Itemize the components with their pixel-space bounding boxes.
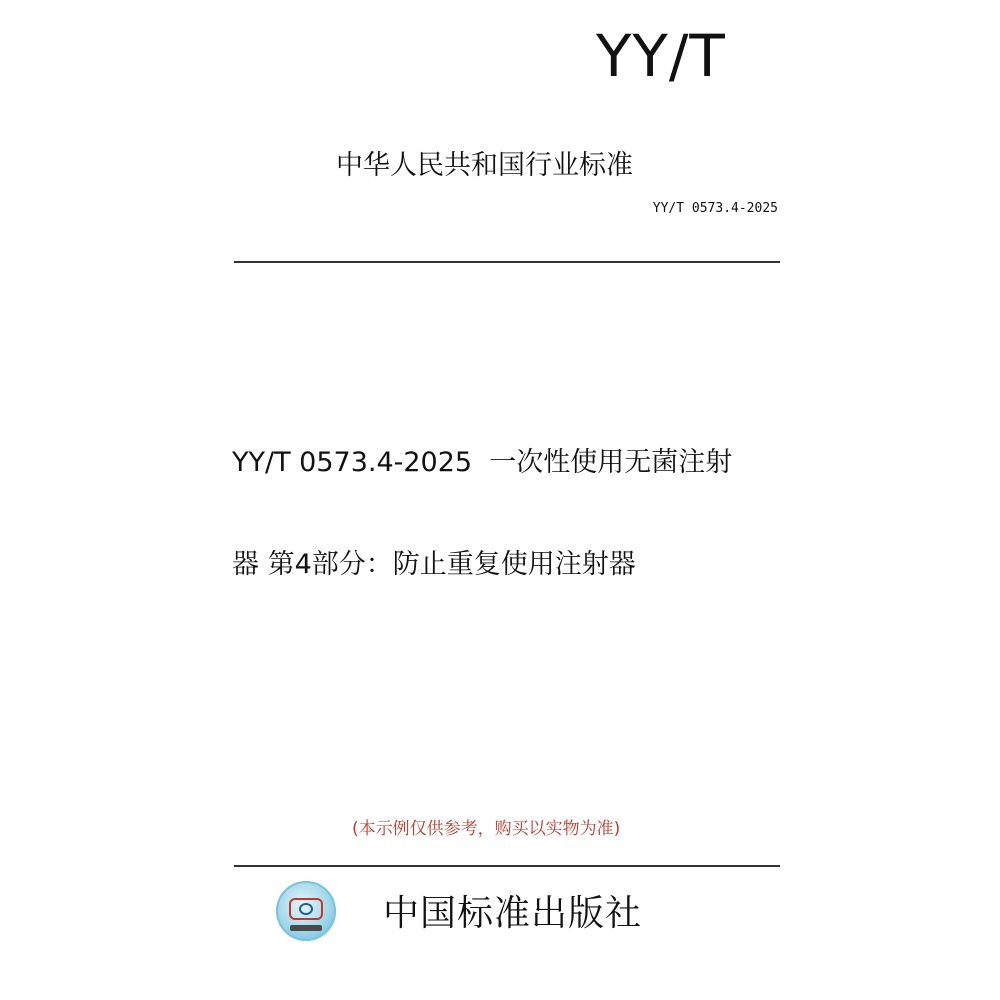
publisher-name: 中国标准出版社: [383, 893, 643, 934]
logo-band: [290, 925, 322, 931]
top-divider: [234, 261, 780, 263]
bottom-divider: [234, 865, 780, 867]
national-standard-heading: 中华人民共和国行业标准: [336, 150, 633, 181]
standard-number: YY/T 0573.4-2025: [652, 201, 778, 216]
sample-disclaimer: (本示例仅供参考，购买以实物为准): [352, 819, 621, 839]
document-title-line-2: 器 第4部分：防止重复使用注射器: [232, 549, 636, 580]
standard-code-mark: YY/T: [596, 22, 726, 90]
document-title-line-1: YY/T 0573.4-2025 一次性使用无菌注射: [232, 447, 733, 478]
publisher-logo-icon: [276, 881, 336, 941]
logo-emblem: [289, 898, 323, 920]
document-title: [232, 378, 780, 650]
